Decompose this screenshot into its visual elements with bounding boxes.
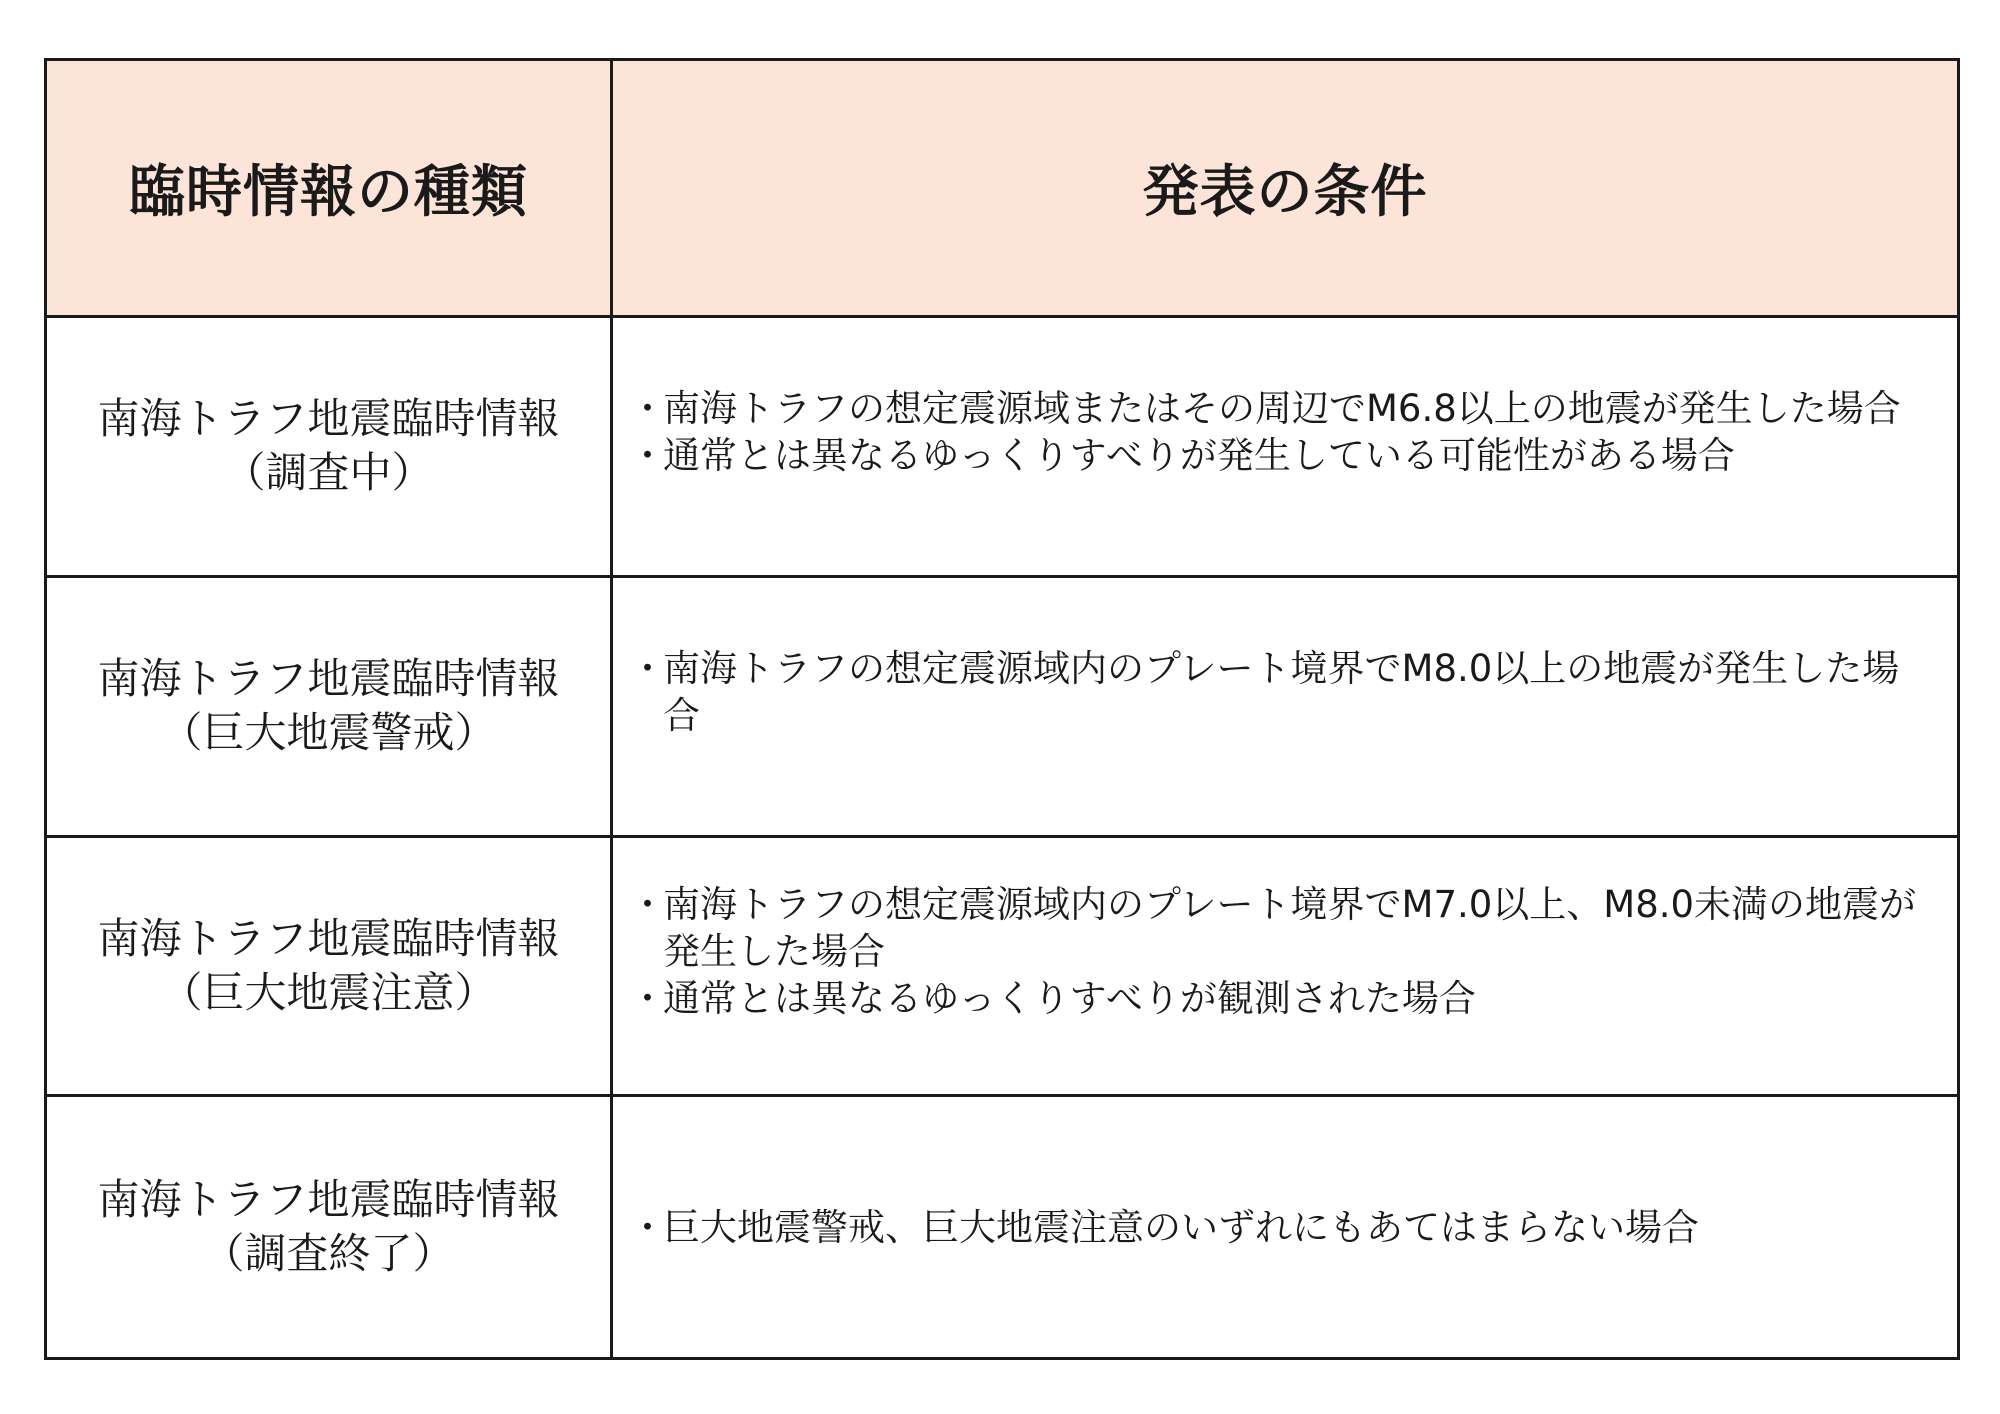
- row-3-condition-2: ・ 通常とは異なるゆっくりすべりが観測された場合: [639, 975, 1917, 1022]
- row-3-conditions: [613, 838, 1957, 1098]
- row-2-name-line1: 南海トラフ地震臨時情報: [97, 654, 560, 704]
- row-4-conditions: [613, 1097, 1957, 1357]
- header-condition-label: 発表の条件: [1142, 160, 1428, 225]
- row-1-type: [47, 318, 613, 578]
- row-2-conditions: [613, 578, 1957, 838]
- header-type: [47, 61, 613, 318]
- row-2-condition-1: ・ 南海トラフの想定震源域内のプレート境界でM8.0以上の地震が発生した場合: [639, 645, 1917, 739]
- row-4-condition-1: ・ 巨大地震警戒、巨大地震注意のいずれにもあてはまらない場合: [639, 1204, 1917, 1251]
- row-1-condition-list: [639, 385, 1917, 479]
- row-3-name-line1: 南海トラフ地震臨時情報: [97, 913, 560, 963]
- header-type-label: 臨時情報の種類: [129, 160, 528, 225]
- row-3-condition-1: ・ 南海トラフの想定震源域内のプレート境界でM7.0以上、M8.0未満の地震が発生した場合: [639, 881, 1917, 975]
- row-2-name-line2: （巨大地震警戒）: [160, 708, 497, 758]
- row-3-name-line2: （巨大地震注意）: [160, 967, 497, 1017]
- header-condition: [613, 61, 1957, 318]
- row-3-condition-list: [639, 881, 1917, 1022]
- row-2-type: [47, 578, 613, 838]
- row-1-name-line2: （調査中）: [223, 448, 434, 498]
- row-4-type: [47, 1097, 613, 1357]
- info-table: [44, 58, 1960, 1360]
- row-1-condition-2: ・ 通常とは異なるゆっくりすべりが発生している可能性がある場合: [639, 432, 1917, 479]
- row-3-type: [47, 838, 613, 1098]
- row-1-condition-1: ・ 南海トラフの想定震源域またはその周辺でM6.8以上の地震が発生した場合: [639, 385, 1917, 432]
- row-1-name-line1: 南海トラフ地震臨時情報: [97, 394, 560, 444]
- row-4-condition-list: [639, 1204, 1917, 1251]
- row-1-conditions: [613, 318, 1957, 578]
- row-2-condition-list: [639, 645, 1917, 739]
- row-4-name-line1: 南海トラフ地震臨時情報: [97, 1175, 560, 1225]
- row-4-name-line2: （調査終了）: [202, 1229, 455, 1279]
